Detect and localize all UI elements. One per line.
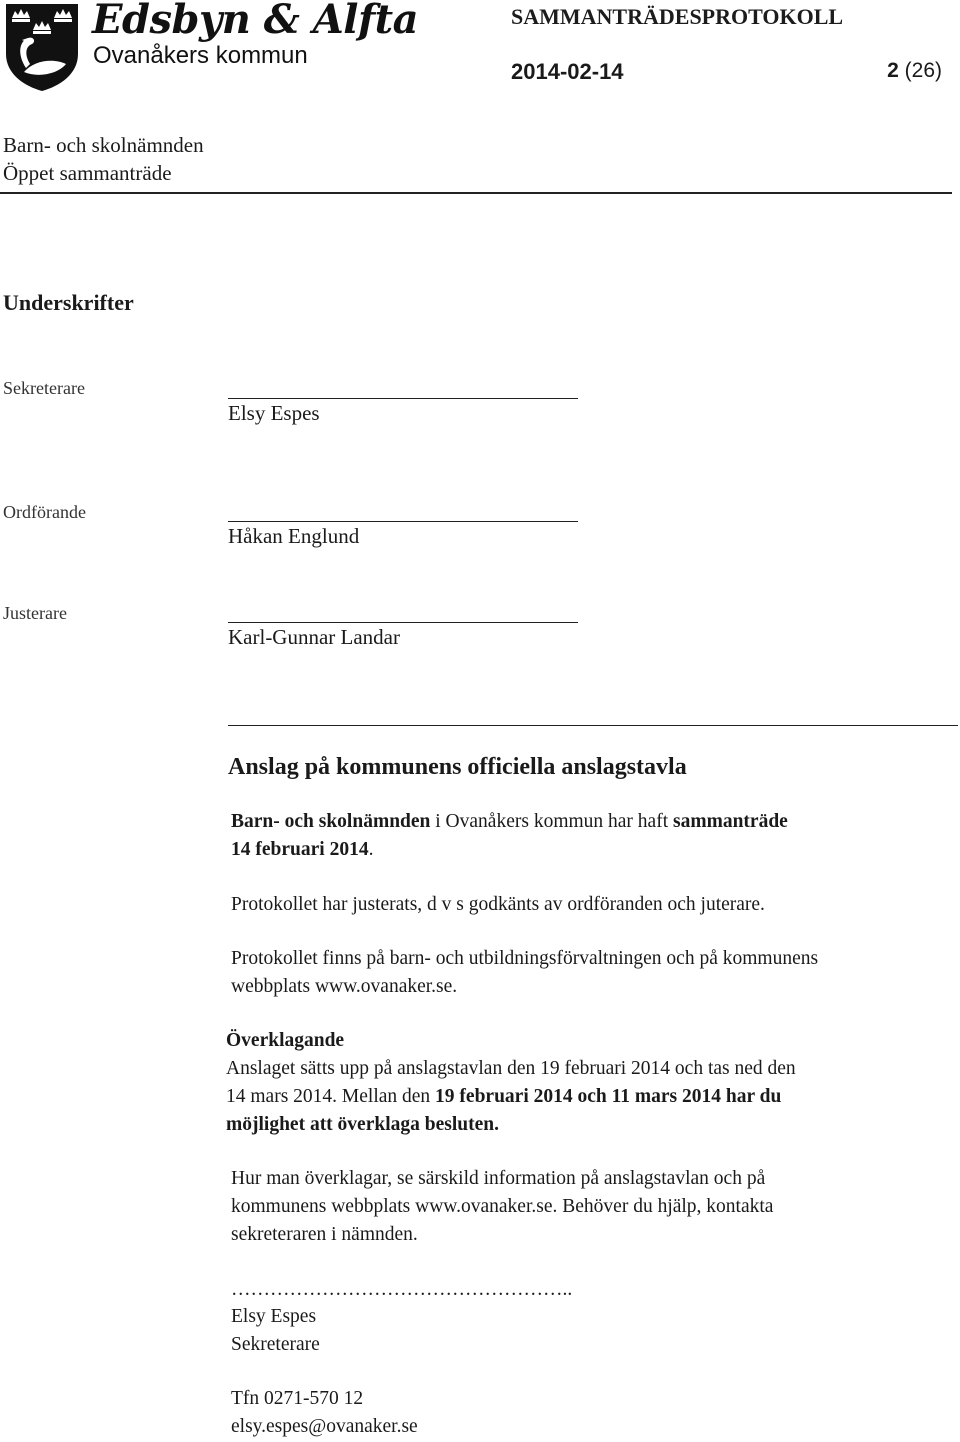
- meeting-bold: sammanträde: [673, 811, 788, 832]
- document-type: SAMMANTRÄDESPROTOKOLL: [511, 4, 844, 29]
- contact-role: Sekreterare: [231, 1334, 320, 1355]
- meeting-type: Öppet sammanträde: [3, 161, 172, 185]
- page-number: 2: [887, 59, 899, 82]
- signature-role-secretary: Sekreterare: [3, 378, 85, 398]
- notice-title: Anslag på kommunens officiella anslagstavla: [228, 754, 687, 780]
- appeal-line-3: möjlighet att överklaga besluten.: [226, 1114, 499, 1135]
- appeal-heading: Överklagande: [226, 1030, 345, 1051]
- notice-text: i Ovanåkers kommun har haft: [430, 811, 673, 832]
- municipality-crest-logo: [4, 2, 80, 92]
- contact-email[interactable]: elsy.espes@ovanaker.se: [231, 1416, 418, 1437]
- meeting-date-bold: 14 februari 2014: [231, 839, 369, 860]
- committee-name: Barn- och skolnämnden: [3, 133, 204, 157]
- signature-name-secretary: Elsy Espes: [228, 401, 320, 425]
- signature-role-chair: Ordförande: [3, 502, 86, 522]
- signature-line: [228, 521, 578, 522]
- logo-subtitle: Ovanåkers kommun: [93, 42, 308, 69]
- signature-name-adjuster: Karl-Gunnar Landar: [228, 625, 400, 649]
- signatures-heading: Underskrifter: [3, 290, 134, 315]
- signature-name-chair: Håkan Englund: [228, 524, 360, 548]
- committee-name-bold: Barn- och skolnämnden: [231, 811, 431, 832]
- help-line-1: Hur man överklagar, se särskild information på anslagstavlan och på: [231, 1168, 766, 1189]
- document-date: 2014-02-14: [511, 59, 624, 84]
- appeal-dates-bold: 19 februari 2014 och 11 mars 2014 har du: [435, 1086, 782, 1107]
- help-line-2: kommunens webbplats www.ovanaker.se. Behöver du hjälp, kontakta: [231, 1196, 774, 1217]
- appeal-line-2: [226, 1083, 781, 1111]
- logo-title: Edsbyn & Alfta: [92, 0, 419, 43]
- header-divider: [0, 192, 952, 194]
- notice-paragraph-1-line-1: [231, 808, 788, 836]
- notice-paragraph-1-line-2: [231, 836, 373, 864]
- help-line-3: sekreteraren i nämnden.: [231, 1224, 418, 1245]
- committee-block: [3, 131, 204, 187]
- appeal-text: 14 mars 2014. Mellan den: [226, 1086, 436, 1107]
- signature-line: [228, 622, 578, 623]
- appeal-line-1: Anslaget sätts upp på anslagstavlan den 19 februari 2014 och tas ned den: [226, 1058, 796, 1079]
- signature-dots: ……………………………………………..: [231, 1279, 573, 1300]
- notice-text: .: [368, 839, 374, 860]
- notice-paragraph-3-line-2: webbplats www.ovanaker.se.: [231, 976, 458, 997]
- notice-divider: [228, 725, 958, 726]
- page-total: (26): [904, 59, 942, 82]
- notice-paragraph-3-line-1: Protokollet finns på barn- och utbildningsförvaltningen och på kommunens: [231, 948, 819, 969]
- notice-paragraph-2: Protokollet har justerats, d v s godkänts av ordföranden och juterare.: [231, 894, 765, 915]
- page-indicator: [887, 59, 942, 83]
- signature-role-adjuster: Justerare: [3, 603, 67, 623]
- contact-name: Elsy Espes: [231, 1306, 317, 1327]
- contact-phone: Tfn 0271-570 12: [231, 1388, 364, 1409]
- signature-line: [228, 398, 578, 399]
